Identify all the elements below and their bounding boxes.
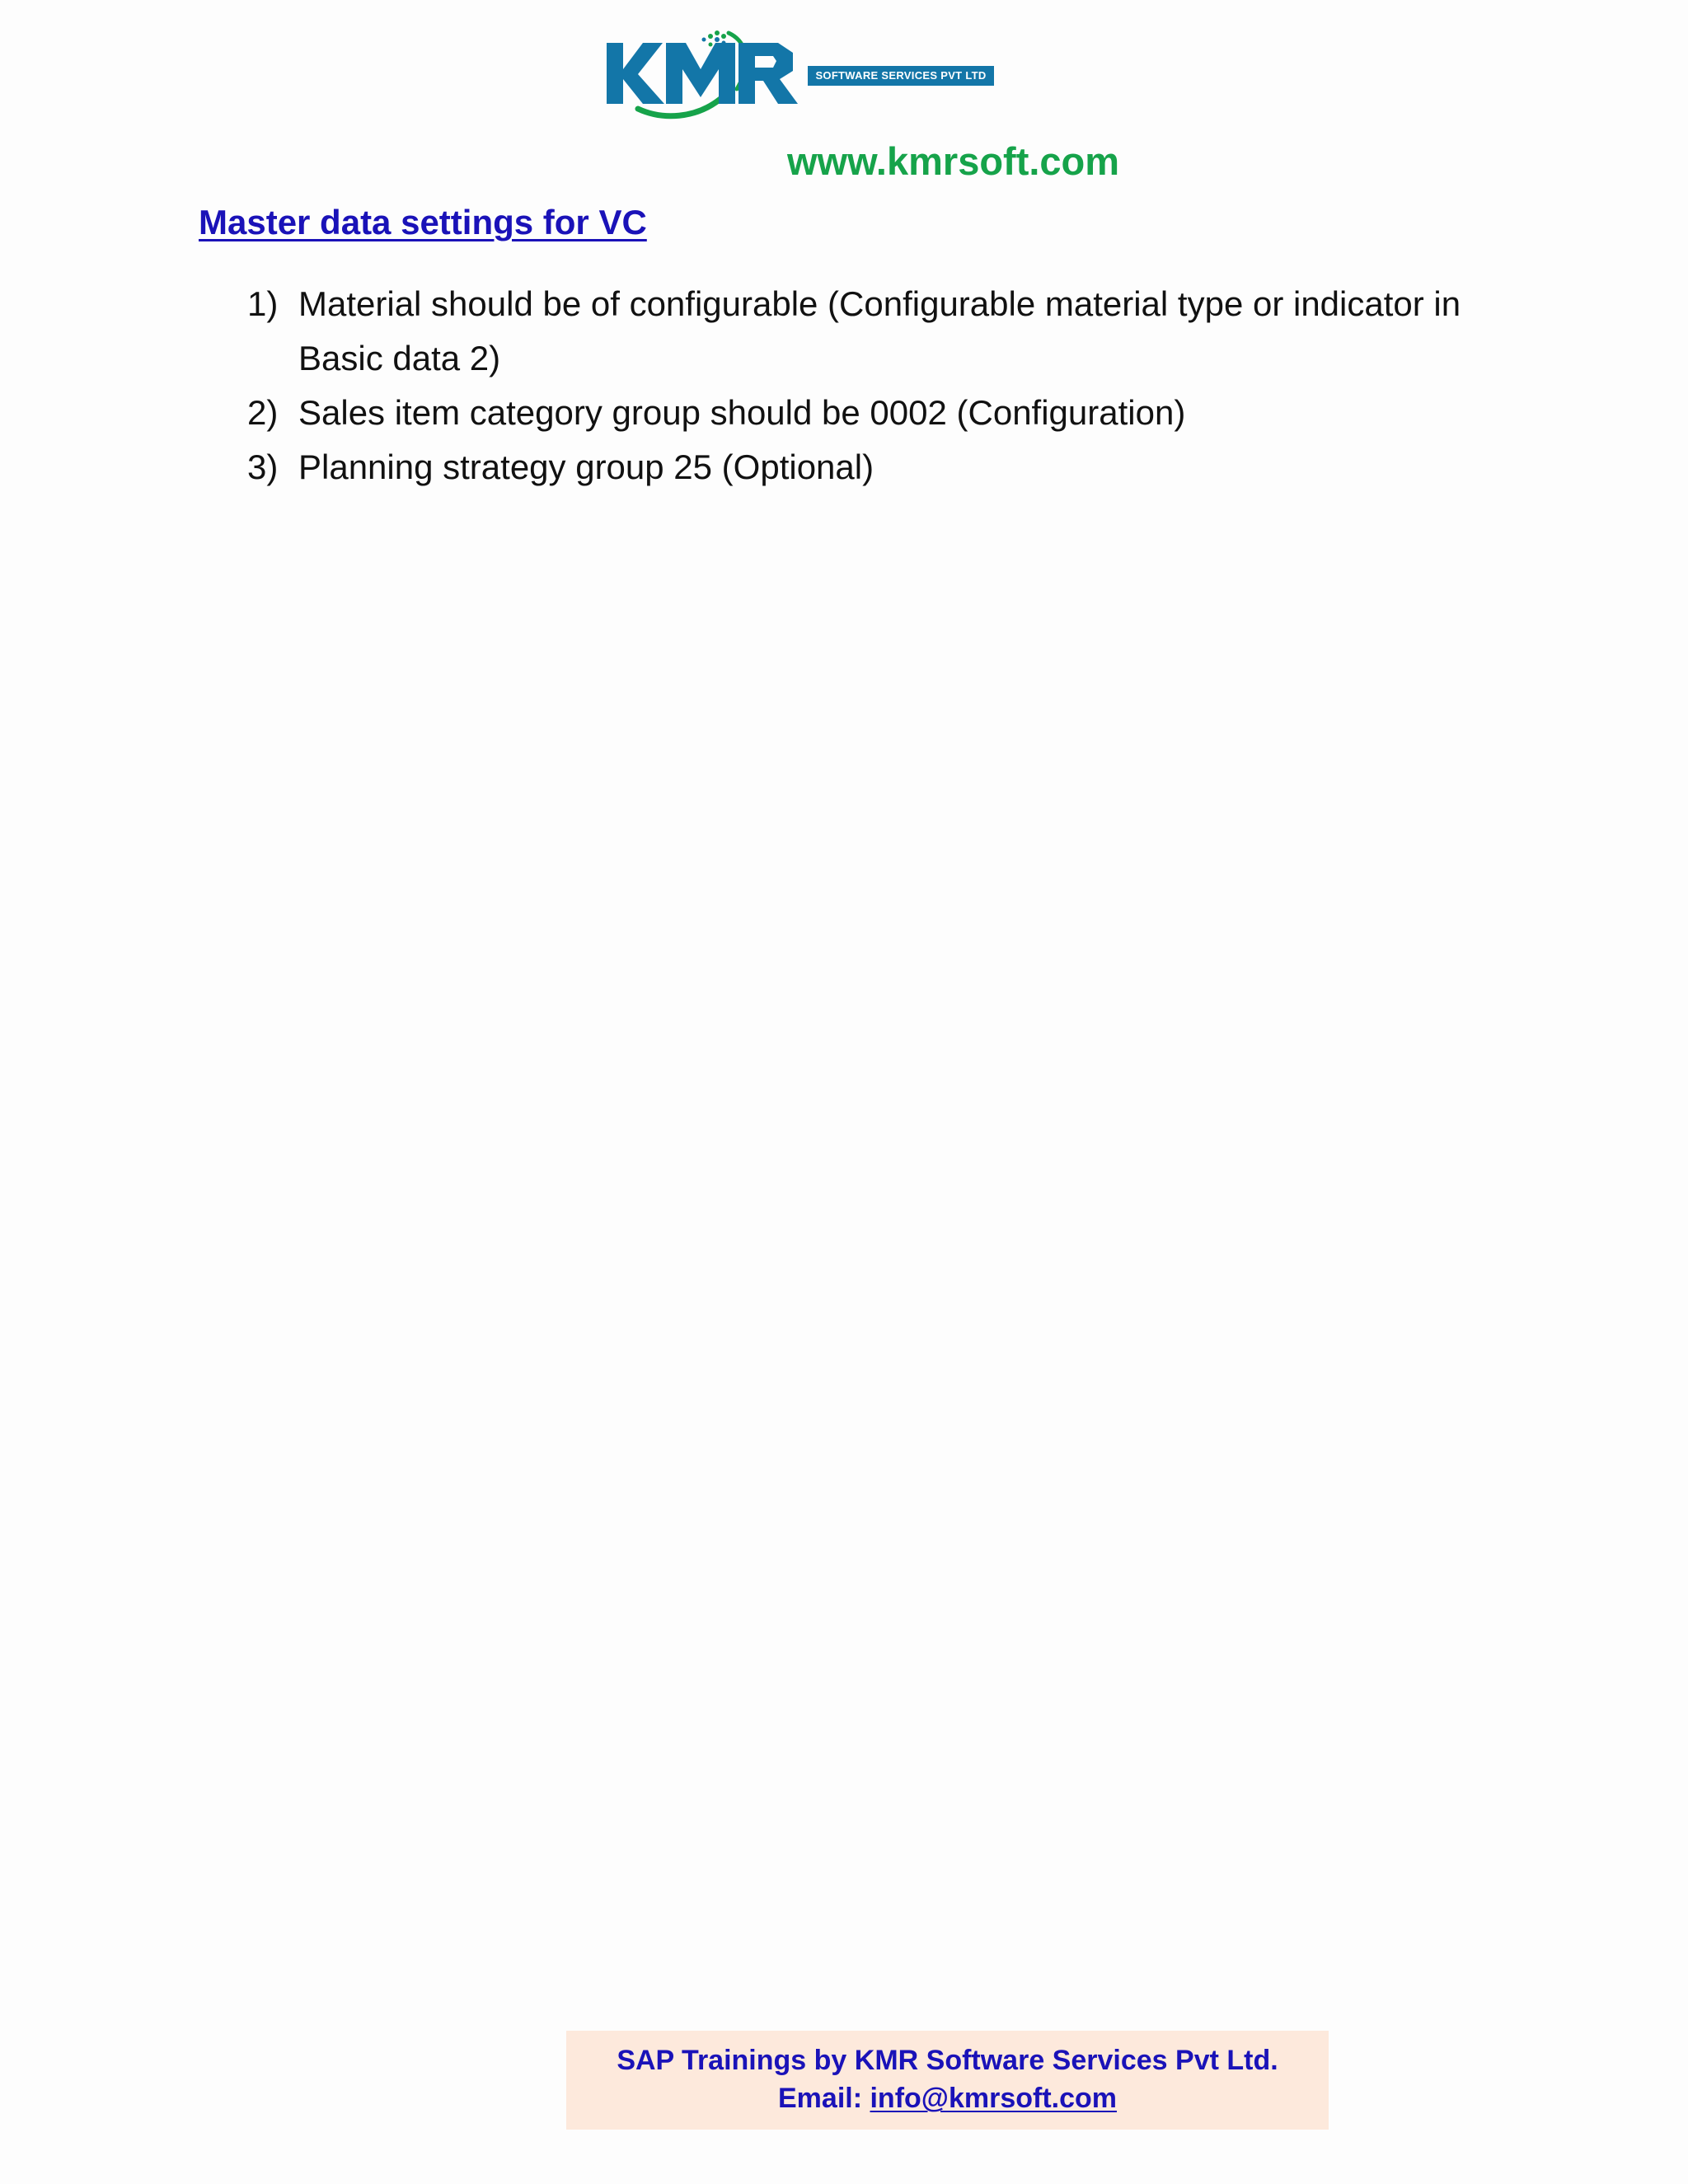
list-item [247,386,1500,440]
section-heading: Master data settings for VC [199,203,647,241]
list-item-text: Material should be of configurable (Configurable material type or indicator in Basic data 2) [298,284,1461,377]
footer-email-label: Email: [778,2083,870,2114]
website-link[interactable]: www.kmrsoft.com [787,139,1120,183]
list-item-number: 2) [247,393,279,432]
footer-email-line [566,2079,1329,2117]
kmr-logo [605,28,1001,125]
kmr-logo-graphic [605,28,811,125]
footer-box [566,2031,1329,2130]
list-item [247,277,1500,386]
logo-tagline: SOFTWARE SERVICES PVT LTD [808,66,994,86]
footer-email-link[interactable]: info@kmrsoft.com [870,2083,1117,2114]
list-item-text: Sales item category group should be 0002 (Configuration) [298,393,1186,432]
list-item-number: 3) [247,448,279,486]
settings-list [247,277,1500,494]
footer-title: SAP Trainings by KMR Software Services Pvt Ltd. [617,2045,1278,2076]
list-item-number: 1) [247,284,279,323]
list-item [247,440,1500,494]
list-item-text: Planning strategy group 25 (Optional) [298,448,874,486]
